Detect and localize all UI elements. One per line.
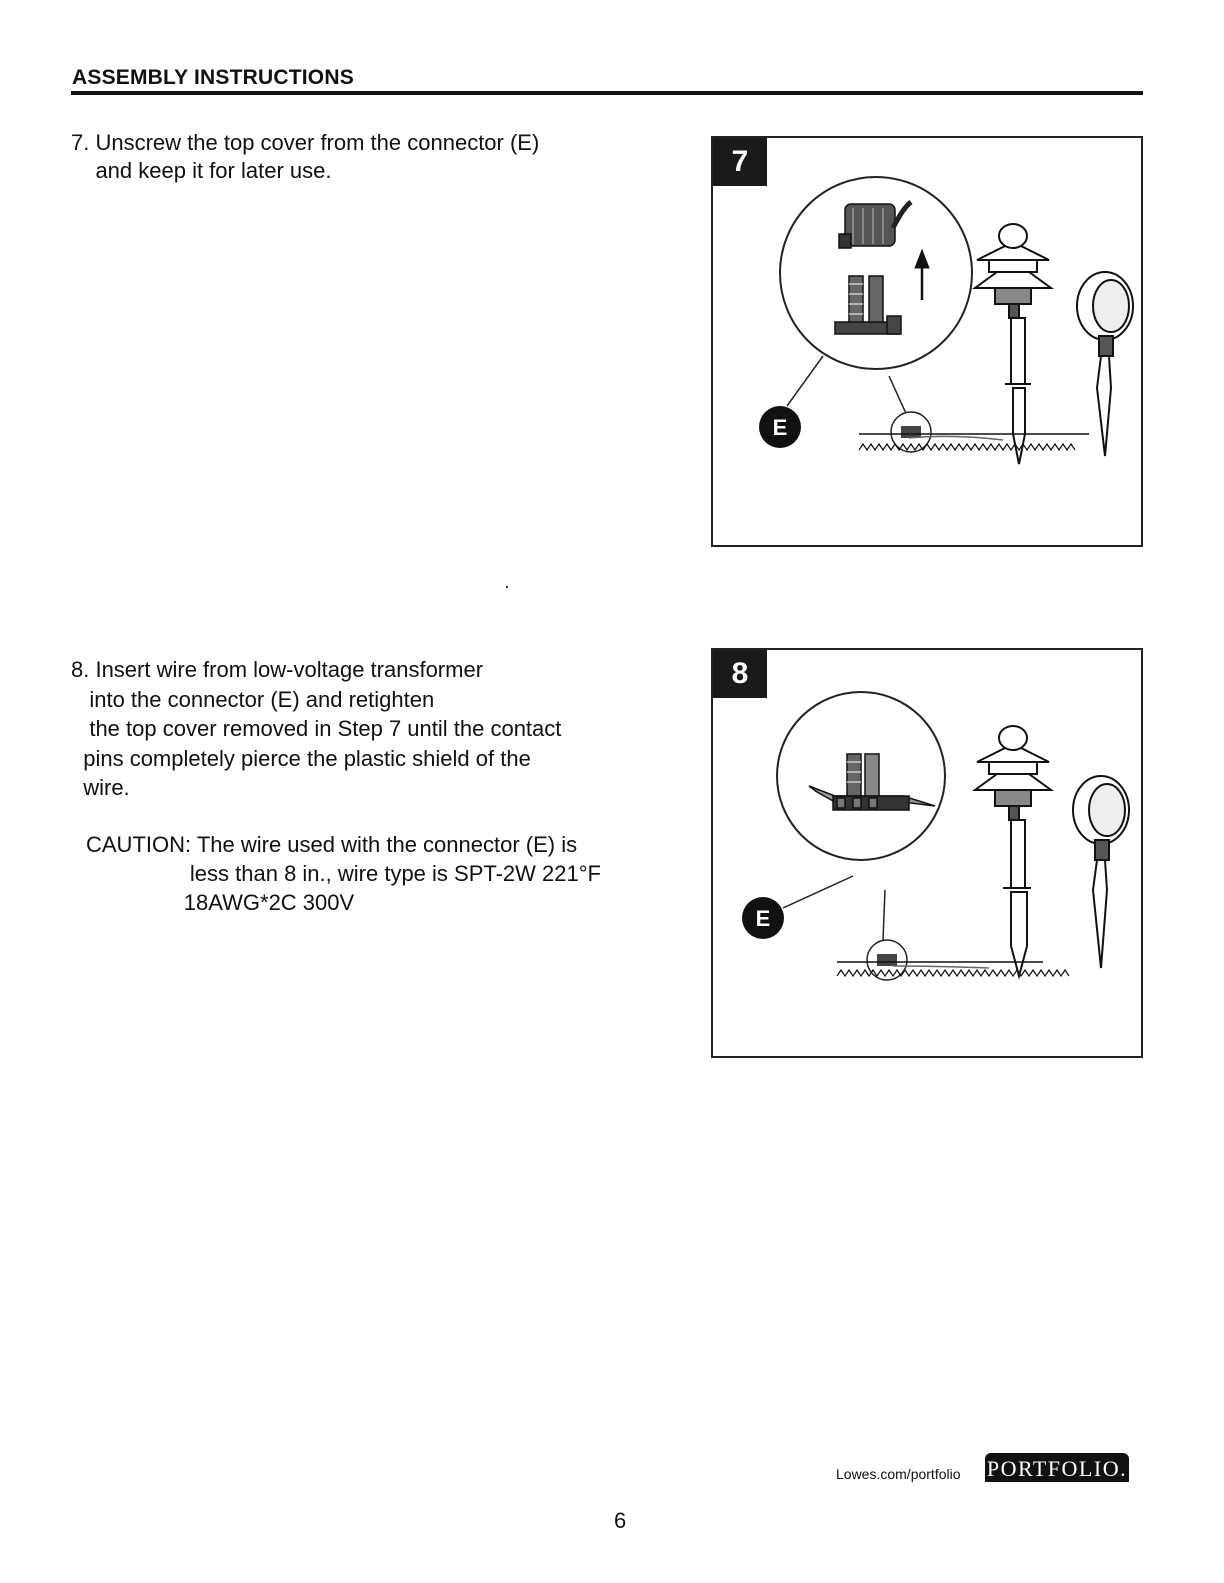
step-7-figure [711,136,1143,547]
stray-mark [506,586,508,588]
path-light [975,224,1051,464]
step-8-caution: CAUTION: The wire used with the connector (E) is less than 8 in., wire type is SPT-2W 221°F 18AWG*2C 300V [86,832,601,915]
spotlight [1077,272,1133,456]
step-7-badge: 7 [713,138,767,186]
step-7-text: 7. Unscrew the top cover from the connector (E) and keep it for later use. [71,130,540,183]
step-8-illustration [713,650,1141,1056]
grass [859,444,1075,450]
step-8-badge: 8 [713,650,767,698]
part-e-label: E [772,415,788,440]
spotlight [1073,776,1129,968]
part-e-label: E [755,906,771,931]
footer-url: Lowes.com/portfolio [836,1466,961,1482]
step-7-illustration [713,138,1141,545]
step-8-figure [711,648,1143,1058]
path-light [975,726,1051,976]
section-title: ASSEMBLY INSTRUCTIONS [72,66,354,89]
page-number: 6 [614,1508,627,1533]
step-8-text: 8. Insert wire from low-voltage transformer into the connector (E) and retighten the top cover removed in Step 7 until the contact pins completely pierce the plastic shield of the wire. [71,657,562,800]
title-divider [71,91,1143,95]
portfolio-logo: PORTFOLIO. [985,1453,1129,1482]
wire [893,966,989,968]
